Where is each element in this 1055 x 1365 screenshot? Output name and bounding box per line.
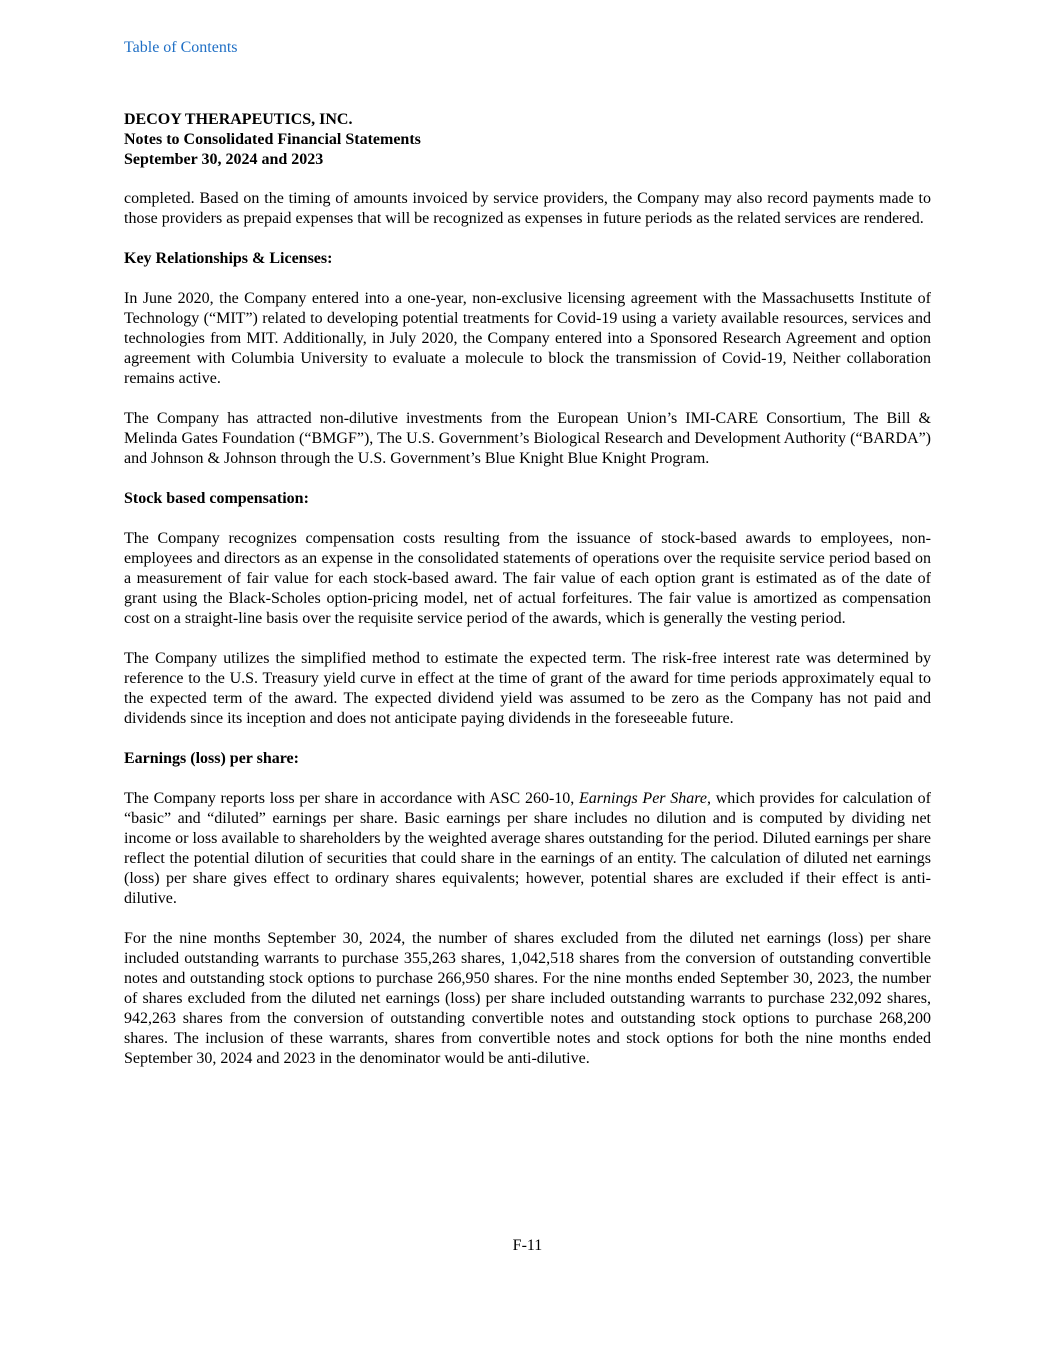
- page-number: F-11: [512, 1237, 543, 1254]
- earnings-per-share-heading: Earnings (loss) per share:: [124, 750, 299, 767]
- document-body: [124, 189, 931, 1089]
- intro-paragraph: completed. Based on the timing of amounts invoiced by service providers, the Company may also record payments made to those providers as prepaid expenses that will be recognized as expenses in future periods as the related services are rendered.: [124, 190, 931, 227]
- document-date: September 30, 2024 and 2023: [124, 151, 324, 168]
- stock-compensation-paragraph-2: The Company utilizes the simplified method to estimate the expected term. The risk-free interest rate was determined by reference to the U.S. Treasury yield curve in effect at the time of grant of the award for time periods approximately equal to the expected term of the award. The expected dividend yield was assumed to be zero as the Company has not paid and dividends since its inception and does not anticipate paying dividends in the foreseeable future.: [124, 650, 931, 727]
- key-relationships-heading: Key Relationships & Licenses:: [124, 250, 333, 267]
- stock-compensation-paragraph-1: The Company recognizes compensation costs resulting from the issuance of stock-based awards to employees, non-employees and directors as an expense in the consolidated statements of operations over the requisite service period based on a measurement of fair value for each stock-based award. The fair value of each option grant is estimated as of the date of grant using the Black-Scholes option-pricing model, net of actual forfeitures. The fair value is amortized as compensation cost on a straight-line basis over the requisite service period of the awards, which is generally the vesting period.: [124, 530, 931, 627]
- key-relationships-paragraph-1: In June 2020, the Company entered into a one-year, non-exclusive licensing agreement with the Massachusetts Institute of Technology (“MIT”) related to developing potential treatments for Covid-19 using a variety available resources, services and technologies from MIT. Additionally, in July 2020, the Company entered into a Sponsored Research Agreement and option agreement with Columbia University to evaluate a molecule to block the transmission of Covid-19, Neither collaboration remains active.: [124, 290, 931, 387]
- earnings-per-share-paragraph-2: For the nine months September 30, 2024, the number of shares excluded from the diluted net earnings (loss) per share included outstanding warrants to purchase 355,263 shares, 1,042,518 shares from the conversion of outstanding convertible notes and outstanding stock options to purchase 266,950 shares. For the nine months ended September 30, 2023, the number of shares excluded from the diluted net earnings (loss) per share included outstanding warrants to purchase 232,092 shares, 942,263 shares from the conversion of outstanding convertible notes and outstanding stock options to purchase 268,200 shares. The inclusion of these warrants, shares from convertible notes and stock options for both the nine months ended September 30, 2024 and 2023 in the denominator would be anti-dilutive.: [124, 930, 931, 1067]
- eps-p1-before: The Company reports loss per share in accordance with ASC 260-10,: [124, 790, 580, 807]
- company-name: DECOY THERAPEUTICS, INC.: [124, 111, 353, 128]
- eps-p1-italic-term: Earnings Per Share: [579, 790, 707, 807]
- earnings-per-share-paragraph-1: [124, 789, 931, 909]
- stock-compensation-heading: Stock based compensation:: [124, 490, 309, 507]
- table-of-contents-link[interactable]: Table of Contents: [124, 39, 238, 56]
- eps-p1-after: , which provides for calculation of “basic” and “diluted” earnings per share. Basic earnings per share includes no dilution and is computed by dividing net income or loss available to shareholders by the weighted average shares outstanding for the period. Diluted earnings per share reflect the potential dilution of securities that could share in the earnings of an entity. The calculation of diluted net earnings (loss) per share gives effect to ordinary shares equivalents; however, potential shares are excluded if their effect is anti-dilutive.: [124, 790, 931, 907]
- document-header: [124, 110, 421, 170]
- key-relationships-paragraph-2: The Company has attracted non-dilutive investments from the European Union’s IMI-CARE Consortium, The Bill & Melinda Gates Foundation (“BMGF”), The U.S. Government’s Biological Research and Development Authority (“BARDA”) and Johnson & Johnson through the U.S. Government’s Blue Knight Blue Knight Program.: [124, 410, 931, 467]
- document-subtitle: Notes to Consolidated Financial Statements: [124, 131, 421, 148]
